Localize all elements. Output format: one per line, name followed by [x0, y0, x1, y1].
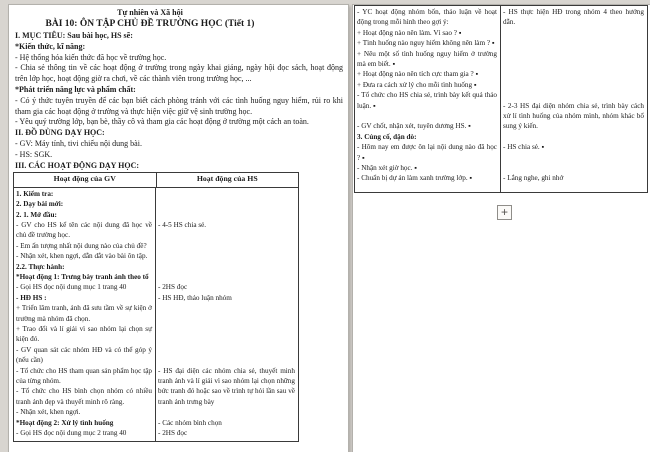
text-line: - GV chốt, nhận xét, tuyên dương HS. ▪	[357, 122, 471, 131]
table-body-continued	[355, 6, 647, 192]
text-line: - 2-3 HS đại diện nhóm chia sẻ, trình bày cách xử lí tình huống của nhóm mình, nhóm khác bổ sung ý kiến.	[503, 101, 644, 131]
text-line: 2. Dạy bài mới:	[16, 200, 64, 209]
hs-activities-column	[156, 188, 298, 441]
table-header-row	[14, 173, 298, 187]
text-line: - Chia sẻ thông tin về các hoạt động ở trường trong ngày khai giảng, ngày hội đọc sách, hoạt động trên lớp học, hoạt động giờ ra chơi, về các thành viên trong trường học, ...	[15, 63, 343, 84]
text-line: - Có ý thức tuyên truyền để các bạn biết cách phòng tránh với các tình huống nguy hiểm, rủi ro khi tham gia các hoạt động ở trường và thực hiện việc giữ vệ sinh trường học.	[15, 95, 343, 116]
activities-table	[13, 172, 299, 441]
text-line: - Chuẩn bị dự án làm xanh trường lớp. ▪	[357, 174, 472, 183]
text-line: - HS chia sẻ. ▪	[503, 143, 545, 152]
text-line: + Tình huống nào nguy hiểm không nên làm ? ▪	[357, 39, 495, 48]
text-line: + Triển lãm tranh, ảnh đã sưu tầm về sự kiện ở trường mà nhóm đã chọn.	[16, 304, 152, 323]
text-line: - 2HS đọc	[158, 283, 188, 292]
text-line: - Yêu quý trường lớp, bạn bè, thầy cô và tham gia các hoạt động ở trường một cách an toàn.	[15, 117, 309, 127]
text-line: - Tổ chức cho HS tham quan sản phẩm học tập của từng nhóm.	[16, 366, 152, 386]
plus-button[interactable]: +	[497, 205, 512, 220]
text-line: - Tổ chức cho HS chia sẻ, trình bày kết quả thảo luận. ▪	[357, 91, 497, 110]
text-line: 2.2. Thực hành:	[16, 262, 65, 271]
text-line: II. ĐỒ DÙNG DẠY HỌC:	[15, 128, 105, 138]
text-line: I. MỤC TIÊU: Sau bài học, HS sẽ:	[15, 31, 133, 40]
text-line: - Em ấn tượng nhất nội dung nào của chủ đề?	[16, 241, 147, 250]
text-line: 2. 1. Mở đầu:	[16, 210, 57, 219]
text-line: *Phát triển năng lực và phẩm chất:	[15, 84, 136, 94]
page-2	[352, 4, 650, 452]
text-line: *Hoạt động 1: Trưng bày tranh ảnh theo tổ	[16, 273, 149, 282]
text-line: - Gọi HS đọc nội dung mục 1 trang 40	[16, 283, 127, 292]
text-line: - HĐ HS :	[16, 293, 47, 302]
page-1	[8, 4, 349, 452]
text-line: - 4-5 HS chia sẻ.	[158, 220, 207, 229]
text-line: - HS đại diện các nhóm chia sẻ, thuyết minh tranh ảnh và lí giải vì sao nhóm lại chọn những bức tranh đó hoặc sao về trình tự hỏi lần sau về tranh ảnh trưng bày	[158, 366, 295, 406]
text-line: *Hoạt động 2: Xử lý tình huống	[16, 418, 114, 427]
text-line: + Nêu một số tình huống nguy hiểm ở trường mà em biết. ▪	[357, 49, 497, 69]
text-line: *Kiến thức, kĩ năng:	[15, 41, 86, 51]
text-line: + Hoạt động nào nên tích cực tham gia ? ▪	[357, 70, 479, 79]
text-line: - Nhận xét, khen ngợi.	[16, 408, 81, 417]
table-header-hs: Hoạt động của HS	[156, 173, 299, 186]
text-line: - Lắng nghe, ghi nhớ	[503, 174, 564, 183]
gv-activities-column-page2	[355, 6, 501, 192]
document-title: BÀI 10: ÔN TẬP CHỦ ĐỀ TRƯỜNG HỌC (Tiết 1)	[45, 19, 255, 29]
text-line: - GV quan sát các nhóm HĐ và có thể góp ý (nếu cần)	[16, 345, 152, 365]
text-line: - Tổ chức cho HS bình chọn nhóm có nhiều tranh ảnh đẹp và thuyết minh rõ ràng.	[16, 387, 152, 406]
text-line: + Hoạt động nào nên làm. Vì sao ? ▪	[357, 28, 462, 37]
text-line: - 2HS đọc	[158, 428, 188, 437]
text-line: + Đưa ra cách xử lý cho mỗi tình huống ▪	[357, 80, 477, 89]
text-line: - Gọi HS đọc nội dung mục 2 trang 40	[16, 429, 127, 438]
text-line: - Nhận xét giờ học. ▪	[357, 164, 417, 173]
text-line: - Hôm nay em được ôn lại nội dung nào đã học ? ▪	[357, 143, 497, 162]
text-line: 1. Kiểm tra:	[16, 189, 54, 198]
text-line: 3. Củng cố, dặn dò:	[357, 132, 417, 141]
document-subject: Tự nhiên và Xã hội	[117, 8, 183, 17]
text-line: - HS: SGK.	[15, 149, 53, 159]
text-line: - HS thực hiện HĐ trong nhóm 4 theo hướng dẫn.	[503, 8, 644, 27]
table-header-gv: Hoạt động của GV	[53, 174, 116, 184]
text-line: - HS HĐ, thảo luận nhóm	[158, 293, 232, 302]
text-line: - GV: Máy tính, tivi chiếu nội dung bài.	[15, 138, 142, 148]
table-body	[14, 188, 298, 441]
text-line: - Hệ thống hóa kiến thức đã học về trường học.	[15, 52, 167, 62]
activities-table-continued	[354, 5, 648, 193]
text-line: - Nhận xét, khen ngợi, dẫn dắt vào bài ôn tập.	[16, 252, 148, 261]
text-line: - Các nhóm bình chọn	[158, 418, 222, 427]
text-line: + Trao đổi và lí giải vì sao nhóm lại chọn sự kiện đó.	[16, 325, 152, 344]
document-heading	[9, 8, 291, 29]
text-line: - YC hoạt động nhóm bốn, thảo luận về hoạt động trong mỗi hình theo gợi ý:	[357, 8, 497, 27]
text-line: III. CÁC HOẠT ĐỘNG DẠY HỌC:	[15, 160, 140, 170]
text-line: - GV cho HS kể tên các nội dung đã học về chủ đề trường học.	[16, 220, 152, 240]
gv-activities-column	[14, 188, 156, 441]
lesson-objectives-section	[15, 31, 343, 171]
hs-activities-column-page2	[501, 6, 647, 192]
